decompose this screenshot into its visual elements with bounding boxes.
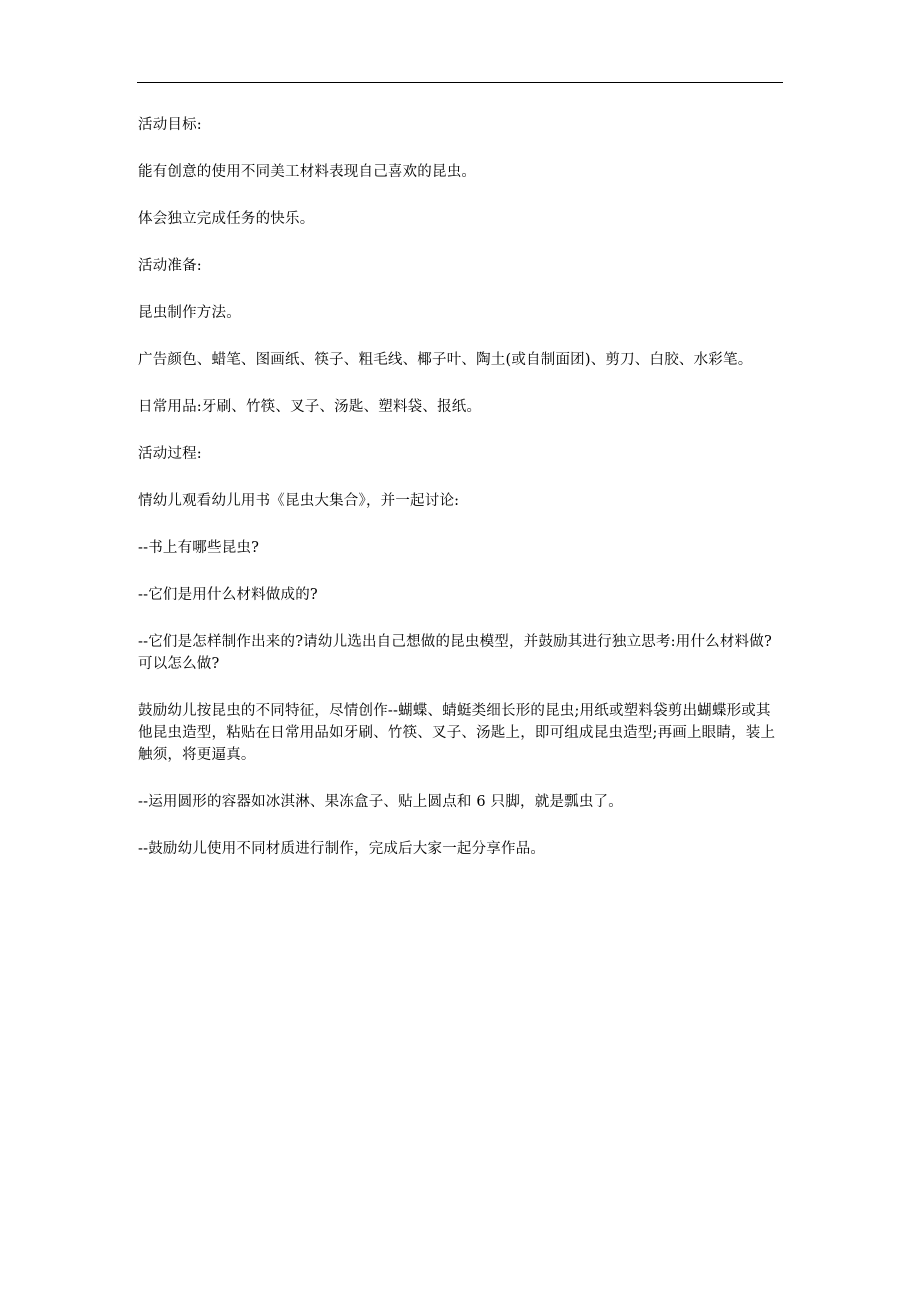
paragraph-daily-items: 日常用品:牙刷、竹筷、叉子、汤匙、塑料袋、报纸。 — [138, 399, 482, 415]
paragraph: 鼓励幼儿按昆虫的不同特征，尽情创作--蝴蝶、蜻蜓类细长形的昆虫;用纸或塑料袋剪出蝴蝶形或其他昆虫造型，粘贴在日常用品如牙刷、竹筷、叉子、汤匙上，即可组成昆虫造型;再画上眼睛，装上触须，将更逼真。 — [138, 703, 776, 763]
section-heading-preparation: 活动准备: — [138, 258, 202, 274]
section-heading-goals: 活动目标: — [138, 117, 202, 133]
section-heading-process: 活动过程: — [138, 446, 202, 462]
paragraph: 体会独立完成任务的快乐。 — [138, 211, 315, 227]
paragraph: 昆虫制作方法。 — [138, 305, 241, 321]
paragraph: --运用圆形的容器如冰淇淋、果冻盒子、贴上圆点和 6 只脚，就是瓢虫了。 — [138, 794, 623, 810]
paragraph: 情幼儿观看幼儿用书《昆虫大集合》，并一起讨论: — [138, 493, 460, 509]
paragraph: 能有创意的使用不同美工材料表现自己喜欢的昆虫。 — [138, 164, 477, 180]
paragraph-materials: 广告颜色、蜡笔、图画纸、筷子、粗毛线、椰子叶、陶土(或自制面团)、剪刀、白胶、水彩笔。 — [138, 352, 753, 368]
header-divider — [137, 82, 783, 83]
discussion-question: --它们是怎样制作出来的?请幼儿选出自己想做的昆虫模型，并鼓励其进行独立思考:用什么材料做?可以怎么做? — [138, 634, 772, 672]
discussion-question: --它们是用什么材料做成的? — [138, 587, 318, 603]
paragraph: --鼓励幼儿使用不同材质进行制作，完成后大家一起分享作品。 — [138, 841, 546, 857]
document-body — [138, 114, 784, 885]
discussion-question: --书上有哪些昆虫? — [138, 540, 260, 556]
